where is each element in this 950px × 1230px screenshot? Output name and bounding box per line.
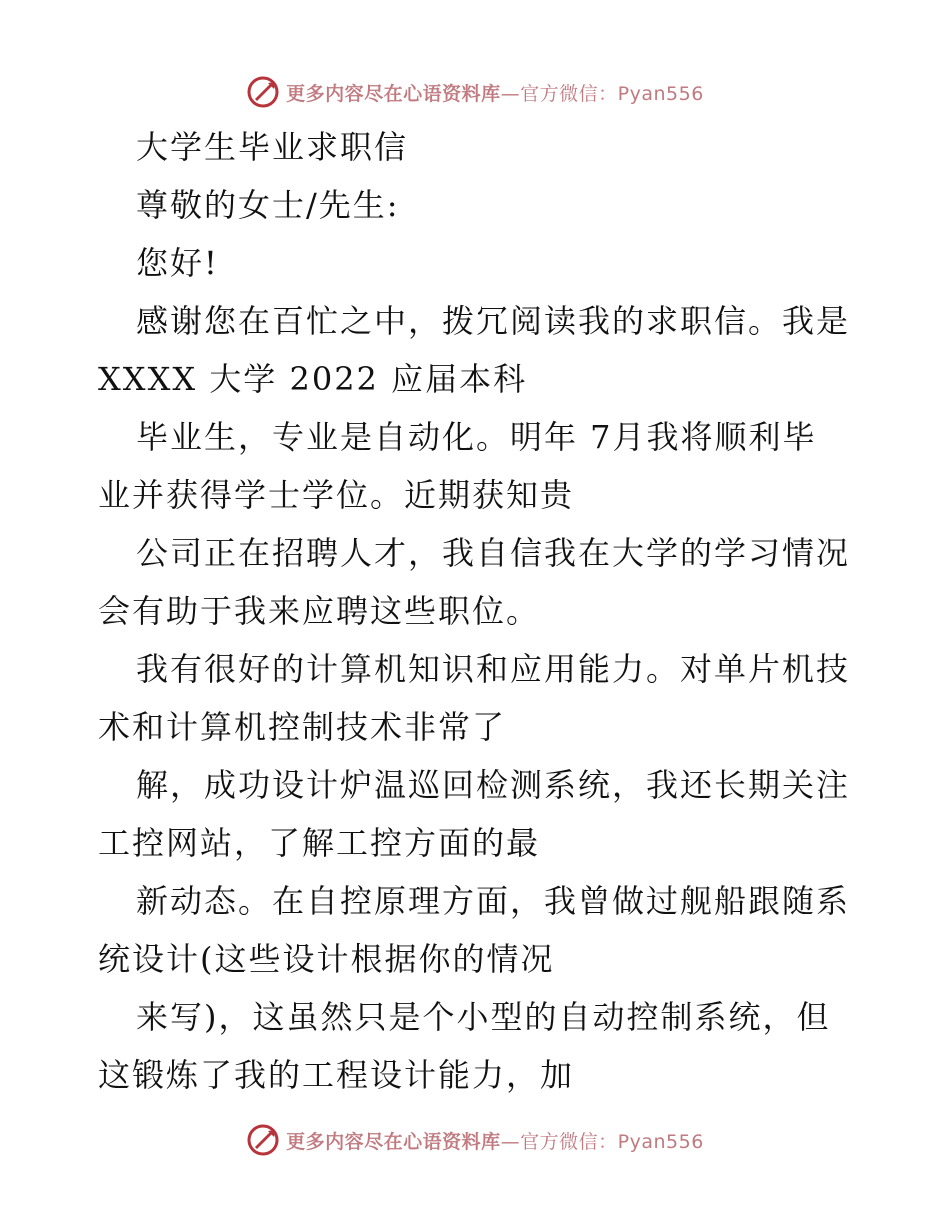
letter-line: 会有助于我来应聘这些职位。	[98, 592, 541, 630]
quill-logo-icon	[246, 1123, 280, 1157]
letter-line: 解，成功设计炉温巡回检测系统，我还长期关注	[136, 766, 851, 804]
header-banner	[0, 70, 950, 114]
letter-line: 感谢您在百忙之中，拨冗阅读我的求职信。我是	[136, 302, 851, 340]
letter-line: 工控网站，了解工控方面的最	[98, 824, 541, 862]
letter-line: 统设计(这些设计根据你的情况	[98, 940, 555, 978]
letter-line: 业并获得学士学位。近期获知贵	[98, 476, 575, 514]
footer-contact-text: 官方微信：Pyan556	[520, 1130, 704, 1153]
letter-line: 大学生毕业求职信	[136, 128, 409, 166]
letter-line: 这锻炼了我的工程设计能力，加	[98, 1056, 575, 1094]
letter-body	[98, 118, 858, 1104]
letter-line: 新动态。在自控原理方面，我曾做过舰船跟随系	[136, 882, 851, 920]
letter-line: 来写)，这虽然只是个小型的自动控制系统，但	[136, 998, 831, 1036]
header-separator: —	[500, 82, 521, 105]
letter-line: 术和计算机控制技术非常了	[98, 708, 507, 746]
letter-line: 您好!	[136, 244, 219, 282]
letter-line: 尊敬的女士/先生:	[136, 186, 400, 224]
footer-banner-text	[286, 1127, 704, 1154]
letter-line: XXXX 大学 2022 应届本科	[98, 360, 528, 398]
footer-site-text: 更多内容尽在心语资料库	[286, 1130, 501, 1153]
header-contact-text: 官方微信：Pyan556	[520, 82, 704, 105]
letter-line: 我有很好的计算机知识和应用能力。对单片机技	[136, 650, 851, 688]
quill-logo-icon	[246, 75, 280, 109]
footer-separator: —	[500, 1130, 521, 1153]
letter-line: 毕业生，专业是自动化。明年 7月我将顺利毕	[136, 418, 817, 456]
footer-banner	[0, 1118, 950, 1162]
letter-line: 公司正在招聘人才，我自信我在大学的学习情况	[136, 534, 851, 572]
header-site-text: 更多内容尽在心语资料库	[286, 82, 501, 105]
header-banner-text	[286, 79, 704, 106]
